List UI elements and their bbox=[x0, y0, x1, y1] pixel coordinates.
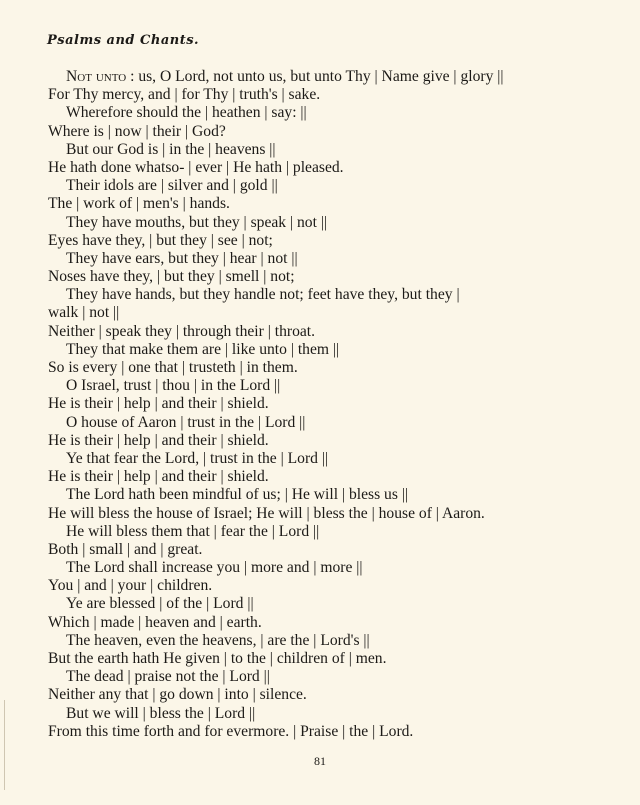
verse-first-half bbox=[48, 559, 608, 577]
verse-text: But the earth hath He given | to the | children of | men. bbox=[48, 650, 387, 667]
verse-second-half bbox=[48, 541, 608, 559]
verse-text: He is their | help | and their | shield. bbox=[48, 468, 269, 486]
verse-second-half bbox=[48, 359, 608, 377]
verse-second-half bbox=[48, 323, 608, 341]
verse-second-half bbox=[48, 86, 608, 104]
verse-text: Both | small | and | great. bbox=[48, 540, 203, 558]
verse-text: He is their | help | and their | shield. bbox=[48, 395, 269, 413]
psalm-text bbox=[48, 68, 608, 741]
verse-first-half bbox=[48, 595, 608, 613]
verse-text: The heaven, even the heavens, | are the | Lord's || bbox=[66, 631, 370, 649]
verse-text: The Lord hath been mindful of us; | He will | bless us || bbox=[66, 486, 409, 504]
verse-first-half bbox=[48, 250, 608, 268]
verse-first-half bbox=[48, 632, 608, 650]
verse-text: walk | not || bbox=[48, 304, 120, 322]
verse-text: They have ears, but they | hear | not || bbox=[66, 249, 298, 267]
verse-first-half bbox=[48, 177, 608, 195]
verse-second-half bbox=[48, 614, 608, 632]
verse-first-half bbox=[48, 486, 608, 504]
verse-text: He will bless them that | fear the | Lord || bbox=[66, 522, 320, 540]
verse-first-half bbox=[48, 214, 608, 232]
verse-second-half bbox=[48, 304, 608, 322]
verse-first-half bbox=[48, 68, 608, 86]
verse-text: : us, O Lord, not unto us, but unto Thy | Name give | glory || bbox=[126, 68, 504, 85]
verse-first-half bbox=[48, 414, 608, 432]
opening-words: Not unto bbox=[66, 68, 127, 85]
verse-second-half bbox=[48, 195, 608, 213]
verse-text: Where is | now | their | God? bbox=[48, 122, 226, 140]
page-number: 81 bbox=[314, 754, 326, 768]
verse-first-half bbox=[48, 341, 608, 359]
verse-first-half bbox=[48, 523, 608, 541]
verse-text: O Israel, trust | thou | in the Lord || bbox=[66, 377, 281, 395]
verse-text: He will bless the house of Israel; He will | bless the | house of | Aaron. bbox=[48, 504, 485, 522]
verse-second-half bbox=[48, 268, 608, 286]
verse-second-half bbox=[48, 723, 608, 741]
verse-text: Ye that fear the Lord, | trust in the | Lord || bbox=[66, 449, 329, 467]
verse-text: So is every | one that | trusteth | in them. bbox=[48, 359, 298, 376]
verse-second-half bbox=[48, 395, 608, 413]
verse-text: They that make them are | like unto | them || bbox=[66, 340, 340, 358]
verse-second-half bbox=[48, 232, 608, 250]
verse-second-half bbox=[48, 432, 608, 450]
verse-text: But our God is | in the | heavens || bbox=[66, 140, 276, 158]
verse-second-half bbox=[48, 468, 608, 486]
verse-text: Neither any that | go down | into | silence. bbox=[48, 686, 307, 704]
verse-text: Their idols are | silver and | gold || bbox=[66, 177, 278, 195]
verse-text: They have mouths, but they | speak | not || bbox=[66, 213, 328, 231]
verse-text: The | work of | men's | hands. bbox=[48, 195, 230, 213]
verse-text: But we will | bless the | Lord || bbox=[66, 704, 256, 722]
verse-first-half bbox=[48, 668, 608, 686]
verse-second-half bbox=[48, 650, 608, 668]
verse-first-half bbox=[48, 104, 608, 122]
verse-first-half bbox=[48, 450, 608, 468]
verse-text: Ye are blessed | of the | Lord || bbox=[66, 595, 254, 613]
verse-text: He hath done whatso- | ever | He hath | pleased. bbox=[48, 158, 344, 176]
verse-second-half bbox=[48, 505, 608, 523]
verse-text: Neither | speak they | through their | throat. bbox=[48, 322, 316, 340]
verse-text: From this time forth and for evermore. | Praise | the | Lord. bbox=[48, 722, 414, 740]
verse-first-half bbox=[48, 286, 608, 304]
verse-text: They have hands, but they handle not; feet have they, but they | bbox=[66, 286, 460, 304]
verse-first-half bbox=[48, 141, 608, 159]
verse-text: Noses have they, | but they | smell | not; bbox=[48, 268, 295, 286]
verse-text: You | and | your | children. bbox=[48, 577, 213, 595]
page-edge-mark bbox=[4, 700, 5, 790]
verse-text: The dead | praise not the | Lord || bbox=[66, 668, 270, 686]
verse-second-half bbox=[48, 577, 608, 595]
verse-first-half bbox=[48, 377, 608, 395]
verse-text: The Lord shall increase you | more and | more || bbox=[66, 559, 363, 577]
verse-second-half bbox=[48, 123, 608, 141]
verse-text: Which | made | heaven and | earth. bbox=[48, 613, 262, 631]
verse-text: Eyes have they, | but they | see | not; bbox=[48, 231, 273, 249]
verse-second-half bbox=[48, 686, 608, 704]
verse-second-half bbox=[48, 159, 608, 177]
verse-text: O house of Aaron | trust in the | Lord || bbox=[66, 413, 306, 431]
verse-text: He is their | help | and their | shield. bbox=[48, 431, 269, 449]
running-header: Psalms and Chants. bbox=[47, 33, 200, 48]
verse-text: Wherefore should the | heathen | say: || bbox=[66, 104, 307, 122]
verse-text: For Thy mercy, and | for Thy | truth's | sake. bbox=[48, 86, 321, 104]
verse-first-half bbox=[48, 705, 608, 723]
